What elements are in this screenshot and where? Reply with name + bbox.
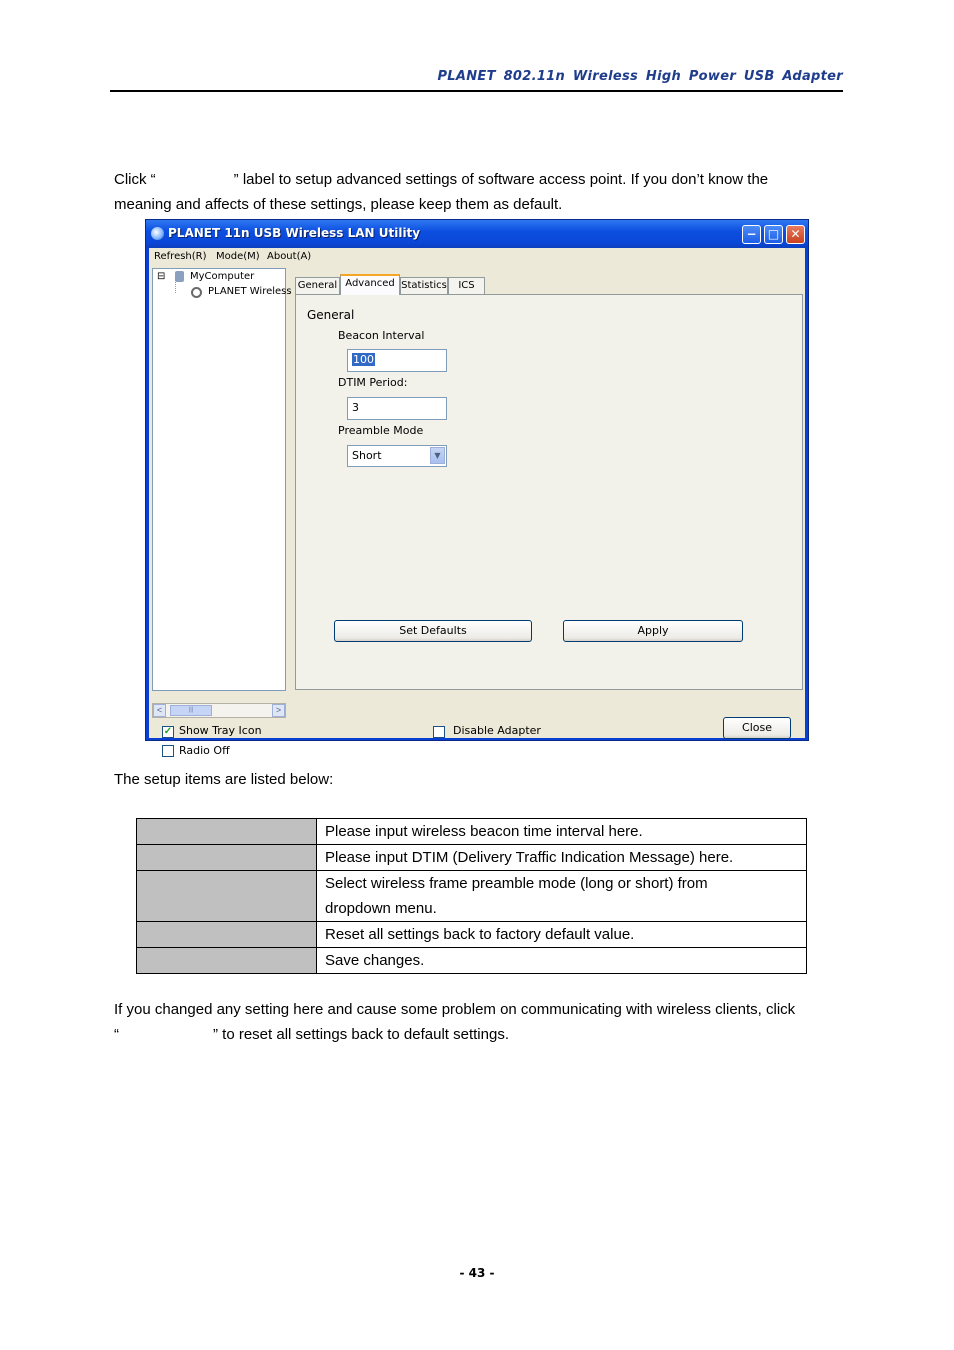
scroll-right-icon[interactable]: > xyxy=(272,704,285,717)
disable-adapter-checkbox[interactable] xyxy=(433,726,445,738)
title-bar[interactable] xyxy=(146,220,808,248)
page-number: - 43 - xyxy=(459,1266,495,1280)
document-title: PLANET 802.11n Wireless High Power USB Adapter xyxy=(437,69,843,84)
preamble-mode-label: Preamble Mode xyxy=(338,424,424,437)
advanced-tab-panel xyxy=(295,294,803,690)
chevron-down-icon[interactable]: ▼ xyxy=(430,447,445,464)
disable-adapter-label: Disable Adapter xyxy=(453,724,541,737)
show-tray-label: Show Tray Icon xyxy=(179,724,262,737)
item-description xyxy=(317,871,807,922)
item-description: Please input DTIM (Delivery Traffic Indication Message) here. xyxy=(317,845,807,871)
preamble-mode-value: Short xyxy=(352,449,382,462)
close-window-button[interactable]: ✕ xyxy=(786,225,805,244)
group-general-label: General xyxy=(307,308,355,322)
item-description-line1: Select wireless frame preamble mode (long or short) from xyxy=(325,875,708,892)
scroll-left-icon[interactable]: < xyxy=(153,704,166,717)
menu-mode[interactable]: Mode(M) xyxy=(216,251,260,262)
table-row xyxy=(137,871,807,922)
window-title: PLANET 11n USB Wireless LAN Utility xyxy=(168,226,421,240)
adapter-tree xyxy=(152,268,292,691)
beacon-interval-value: 100 xyxy=(353,353,374,366)
radio-off-checkbox[interactable] xyxy=(162,745,174,757)
beacon-interval-input[interactable] xyxy=(347,349,447,372)
intro-prefix: Click “ xyxy=(114,171,156,188)
outro-line1: If you changed any setting here and cause some problem on communicating with wireless clients, click xyxy=(114,1001,796,1018)
item-label-cell xyxy=(137,871,317,922)
tab-ics[interactable]: ICS xyxy=(448,277,485,294)
window-client xyxy=(149,248,805,757)
item-description: Please input wireless beacon time interval here. xyxy=(317,819,807,845)
dtim-period-input[interactable]: 3 xyxy=(347,397,447,420)
maximize-button[interactable]: □ xyxy=(764,225,783,244)
intro-suffix: ” label to setup advanced settings of software access point. If you don’t know the xyxy=(233,171,769,188)
setup-items-table xyxy=(136,818,807,974)
tab-statistics[interactable]: Statistics xyxy=(400,277,448,294)
outro-paragraph xyxy=(114,997,854,1047)
tab-general[interactable]: General xyxy=(295,277,340,294)
table-row xyxy=(137,948,807,974)
menu-about[interactable]: About(A) xyxy=(267,251,312,262)
tab-advanced[interactable]: Advanced xyxy=(340,274,400,295)
outro-suffix: ” to reset all settings back to default settings. xyxy=(213,1026,509,1043)
item-label-cell xyxy=(137,948,317,974)
wireless-adapter-icon xyxy=(191,287,202,298)
minimize-button[interactable]: − xyxy=(742,225,761,244)
intro-paragraph xyxy=(114,167,854,217)
list-intro: The setup items are listed below: xyxy=(114,771,334,788)
tree-root[interactable]: MyComputer xyxy=(190,271,255,282)
item-label-cell xyxy=(137,922,317,948)
scroll-grip: ||| xyxy=(188,707,194,713)
set-defaults-button[interactable]: Set Defaults xyxy=(334,620,532,642)
tree-child[interactable]: PLANET Wireless xyxy=(208,286,292,297)
scroll-thumb[interactable] xyxy=(170,705,212,716)
menu-refresh[interactable]: Refresh(R) xyxy=(154,251,207,262)
beacon-interval-label: Beacon Interval xyxy=(338,329,425,342)
close-button[interactable]: Close xyxy=(723,717,791,739)
collapse-icon[interactable]: ⊟ xyxy=(157,271,166,282)
apply-button[interactable]: Apply xyxy=(563,620,743,642)
item-description-line2: dropdown menu. xyxy=(325,900,437,917)
menu-bar xyxy=(149,248,805,266)
radio-off-label: Radio Off xyxy=(179,744,230,757)
preamble-mode-select[interactable] xyxy=(347,445,447,467)
dtim-period-label: DTIM Period: xyxy=(338,376,408,389)
page-header xyxy=(110,66,843,92)
item-description: Reset all settings back to factory default value. xyxy=(317,922,807,948)
show-tray-checkbox[interactable]: ✓ xyxy=(163,726,173,737)
table-row xyxy=(137,922,807,948)
app-icon xyxy=(151,227,164,240)
table-row xyxy=(137,819,807,845)
item-description: Save changes. xyxy=(317,948,807,974)
outro-prefix: “ xyxy=(114,1026,119,1043)
intro-line2: meaning and affects of these settings, please keep them as default. xyxy=(114,196,563,213)
tree-horizontal-scrollbar[interactable] xyxy=(152,703,286,718)
tree-line xyxy=(175,277,177,293)
item-label-cell xyxy=(137,819,317,845)
utility-window xyxy=(145,219,809,757)
table-row xyxy=(137,845,807,871)
item-label-cell xyxy=(137,845,317,871)
